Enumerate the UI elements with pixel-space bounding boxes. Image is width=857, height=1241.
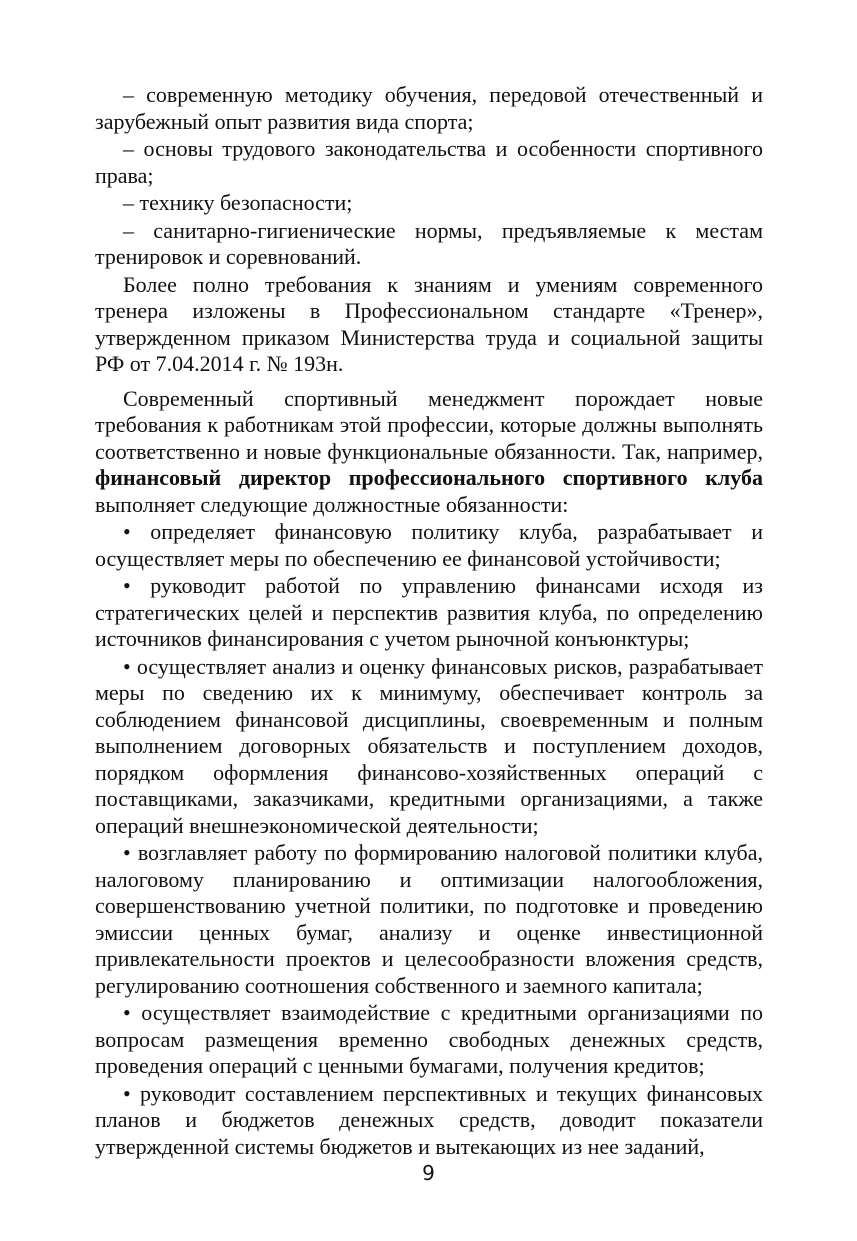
paragraph-sport-management-bold-term: финансовый директор профессионального спортивного клуба	[95, 465, 763, 490]
paragraph-sport-management-intro: Современный спортивный менеджмент порождает новые требования к работникам этой профессии, которые должны выполнять соответственно и новые функциональные обязанности. Так, например,	[95, 385, 763, 464]
paragraph-sport-management-end: выполняет следующие должностные обязанности:	[95, 491, 569, 517]
bullet-item-tax-policy: • возглавляет работу по формированию налоговой политики клуба, налоговому планированию и оптимизации налогообложения, совершенствованию учетной политики, по подготовке и проведению эмиссии ценных бумаг, анализу и оценке инвестиционной привлекательности проектов и целесообразности вложения средств, регулированию соотношения собственного и заемного капитала;	[95, 840, 763, 998]
paragraph-sport-management	[95, 386, 763, 519]
paragraph-professional-standard: Более полно требования к знаниям и умениям современного тренера изложены в Профессиональном стандарте «Тренер», утвержденном приказом Министерства труда и социальной защиты РФ от 7.04.2014 г. № 193н.	[95, 271, 763, 376]
bullet-item-budgets: • руководит составлением перспективных и текущих финансовых планов и бюджетов денежных средств, доводит показатели утвержденной системы бюджетов и вытекающих из нее заданий,	[95, 1080, 763, 1159]
bullet-item-financial-policy: • определяет финансовую политику клуба, разрабатывает и осуществляет меры по обеспечению ее финансовой устойчивости;	[95, 519, 763, 571]
bullet-item-risk-analysis: • осуществляет анализ и оценку финансовых рисков, разрабатывает меры по сведению их к минимуму, обеспечивает контроль за соблюдением финансовой дисциплины, своевременным и полным выполнением договорных обязательств и поступлением доходов, порядком оформления финансово-хозяйственных операций с поставщиками, заказчиками, кредитными организациями, а также операций внешнеэкономической деятельности;	[95, 653, 763, 838]
dash-item-methodology: – современную методику обучения, передовой отечественный и зарубежный опыт развития вида спорта;	[95, 82, 763, 134]
dash-item-labor-law: – основы трудового законодательства и особенности спортивного права;	[95, 136, 763, 188]
dash-item-safety: – технику безопасности;	[123, 190, 353, 215]
bullet-item-finance-management: • руководит работой по управлению финансами исходя из стратегических целей и перспектив развития клуба, по определению источников финансирования с учетом рыночной конъюнктуры;	[95, 573, 763, 651]
page-number: 9	[422, 1161, 435, 1185]
bullet-item-credit-organizations: • осуществляет взаимодействие с кредитными организациями по вопросам размещения временно свободных денежных средств, проведения операций с ценными бумагами, получения кредитов;	[95, 1000, 763, 1078]
dash-item-sanitary: – санитарно-гигиенические нормы, предъявляемые к местам тренировок и соревнований.	[95, 217, 763, 269]
page-body	[95, 82, 763, 1160]
